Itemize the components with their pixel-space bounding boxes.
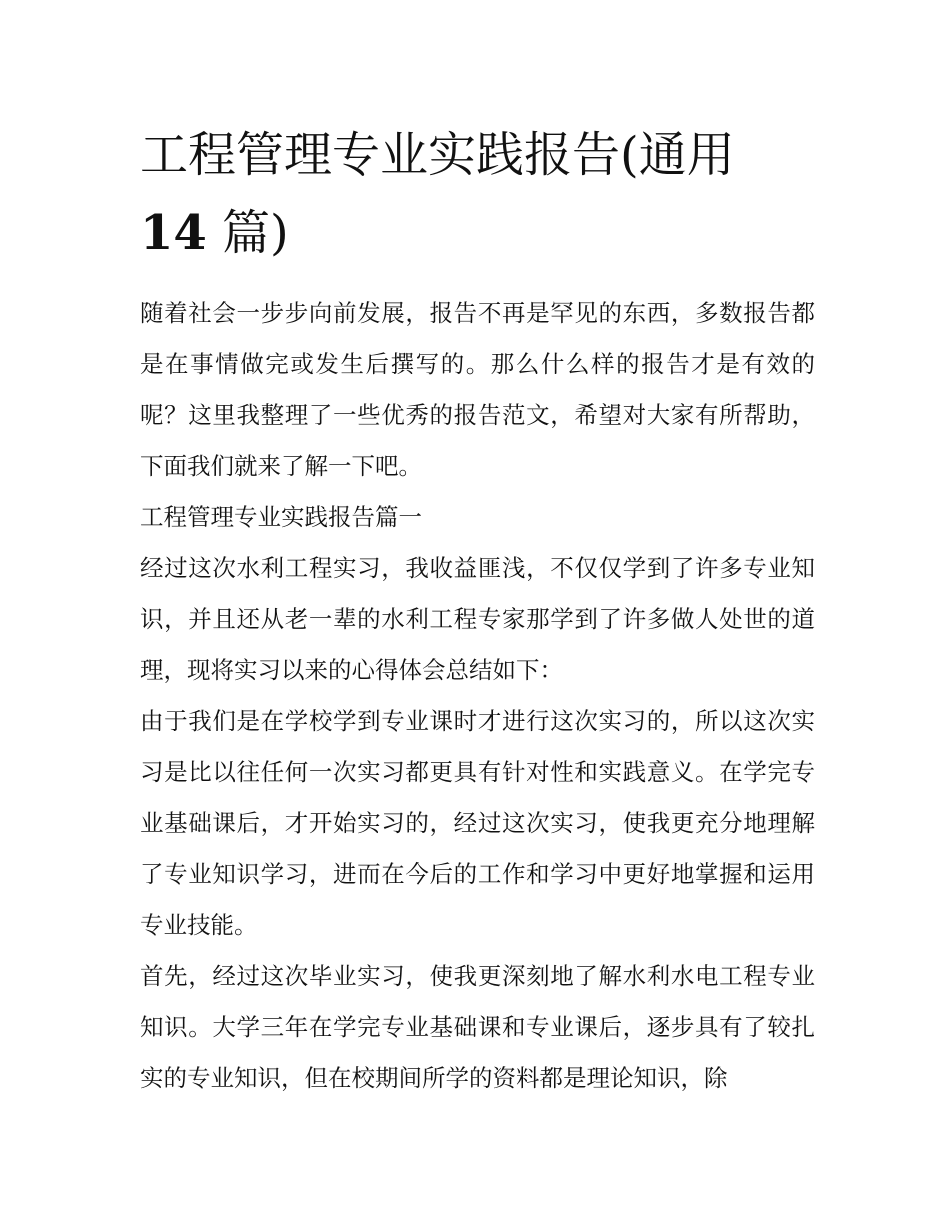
title-main-text: 工程管理专业实践报告(通用 xyxy=(140,127,735,183)
section-heading: 工程管理专业实践报告篇一 xyxy=(140,503,422,531)
document-title xyxy=(140,116,815,272)
body-paragraph: 由于我们是在学校学到专业课时才进行这次实习的，所以这次实习是比以往任何一次实习都更具有针对性和实践意义。在学完专业基础课后，才开始实习的，经过这次实习，使我更充分地理解了专业知识学习，进而在今后的工作和学习中更好地掌握和运用专业技能。 xyxy=(140,707,815,939)
body-paragraph: 首先，经过这次毕业实习，使我更深刻地了解水利水电工程专业知识。大学三年在学完专业基础课和专业课后，逐步具有了较扎实的专业知识，但在校期间所学的资料都是理论知识，除 xyxy=(140,962,815,1092)
title-tail-text: 篇) xyxy=(206,205,289,261)
document-body xyxy=(140,288,815,1104)
intro-paragraph: 随着社会一步步向前发展，报告不再是罕见的东西，多数报告都是在事情做完或发生后撰写的。那么什么样的报告才是有效的呢？这里我整理了一些优秀的报告范文，希望对大家有所帮助，下面我们就来了解一下吧。 xyxy=(140,299,815,480)
title-count: 14 xyxy=(140,205,207,261)
body-paragraph: 经过这次水利工程实习，我收益匪浅，不仅仅学到了许多专业知识，并且还从老一辈的水利工程专家那学到了许多做人处世的道理，现将实习以来的心得体会总结如下： xyxy=(140,554,815,684)
